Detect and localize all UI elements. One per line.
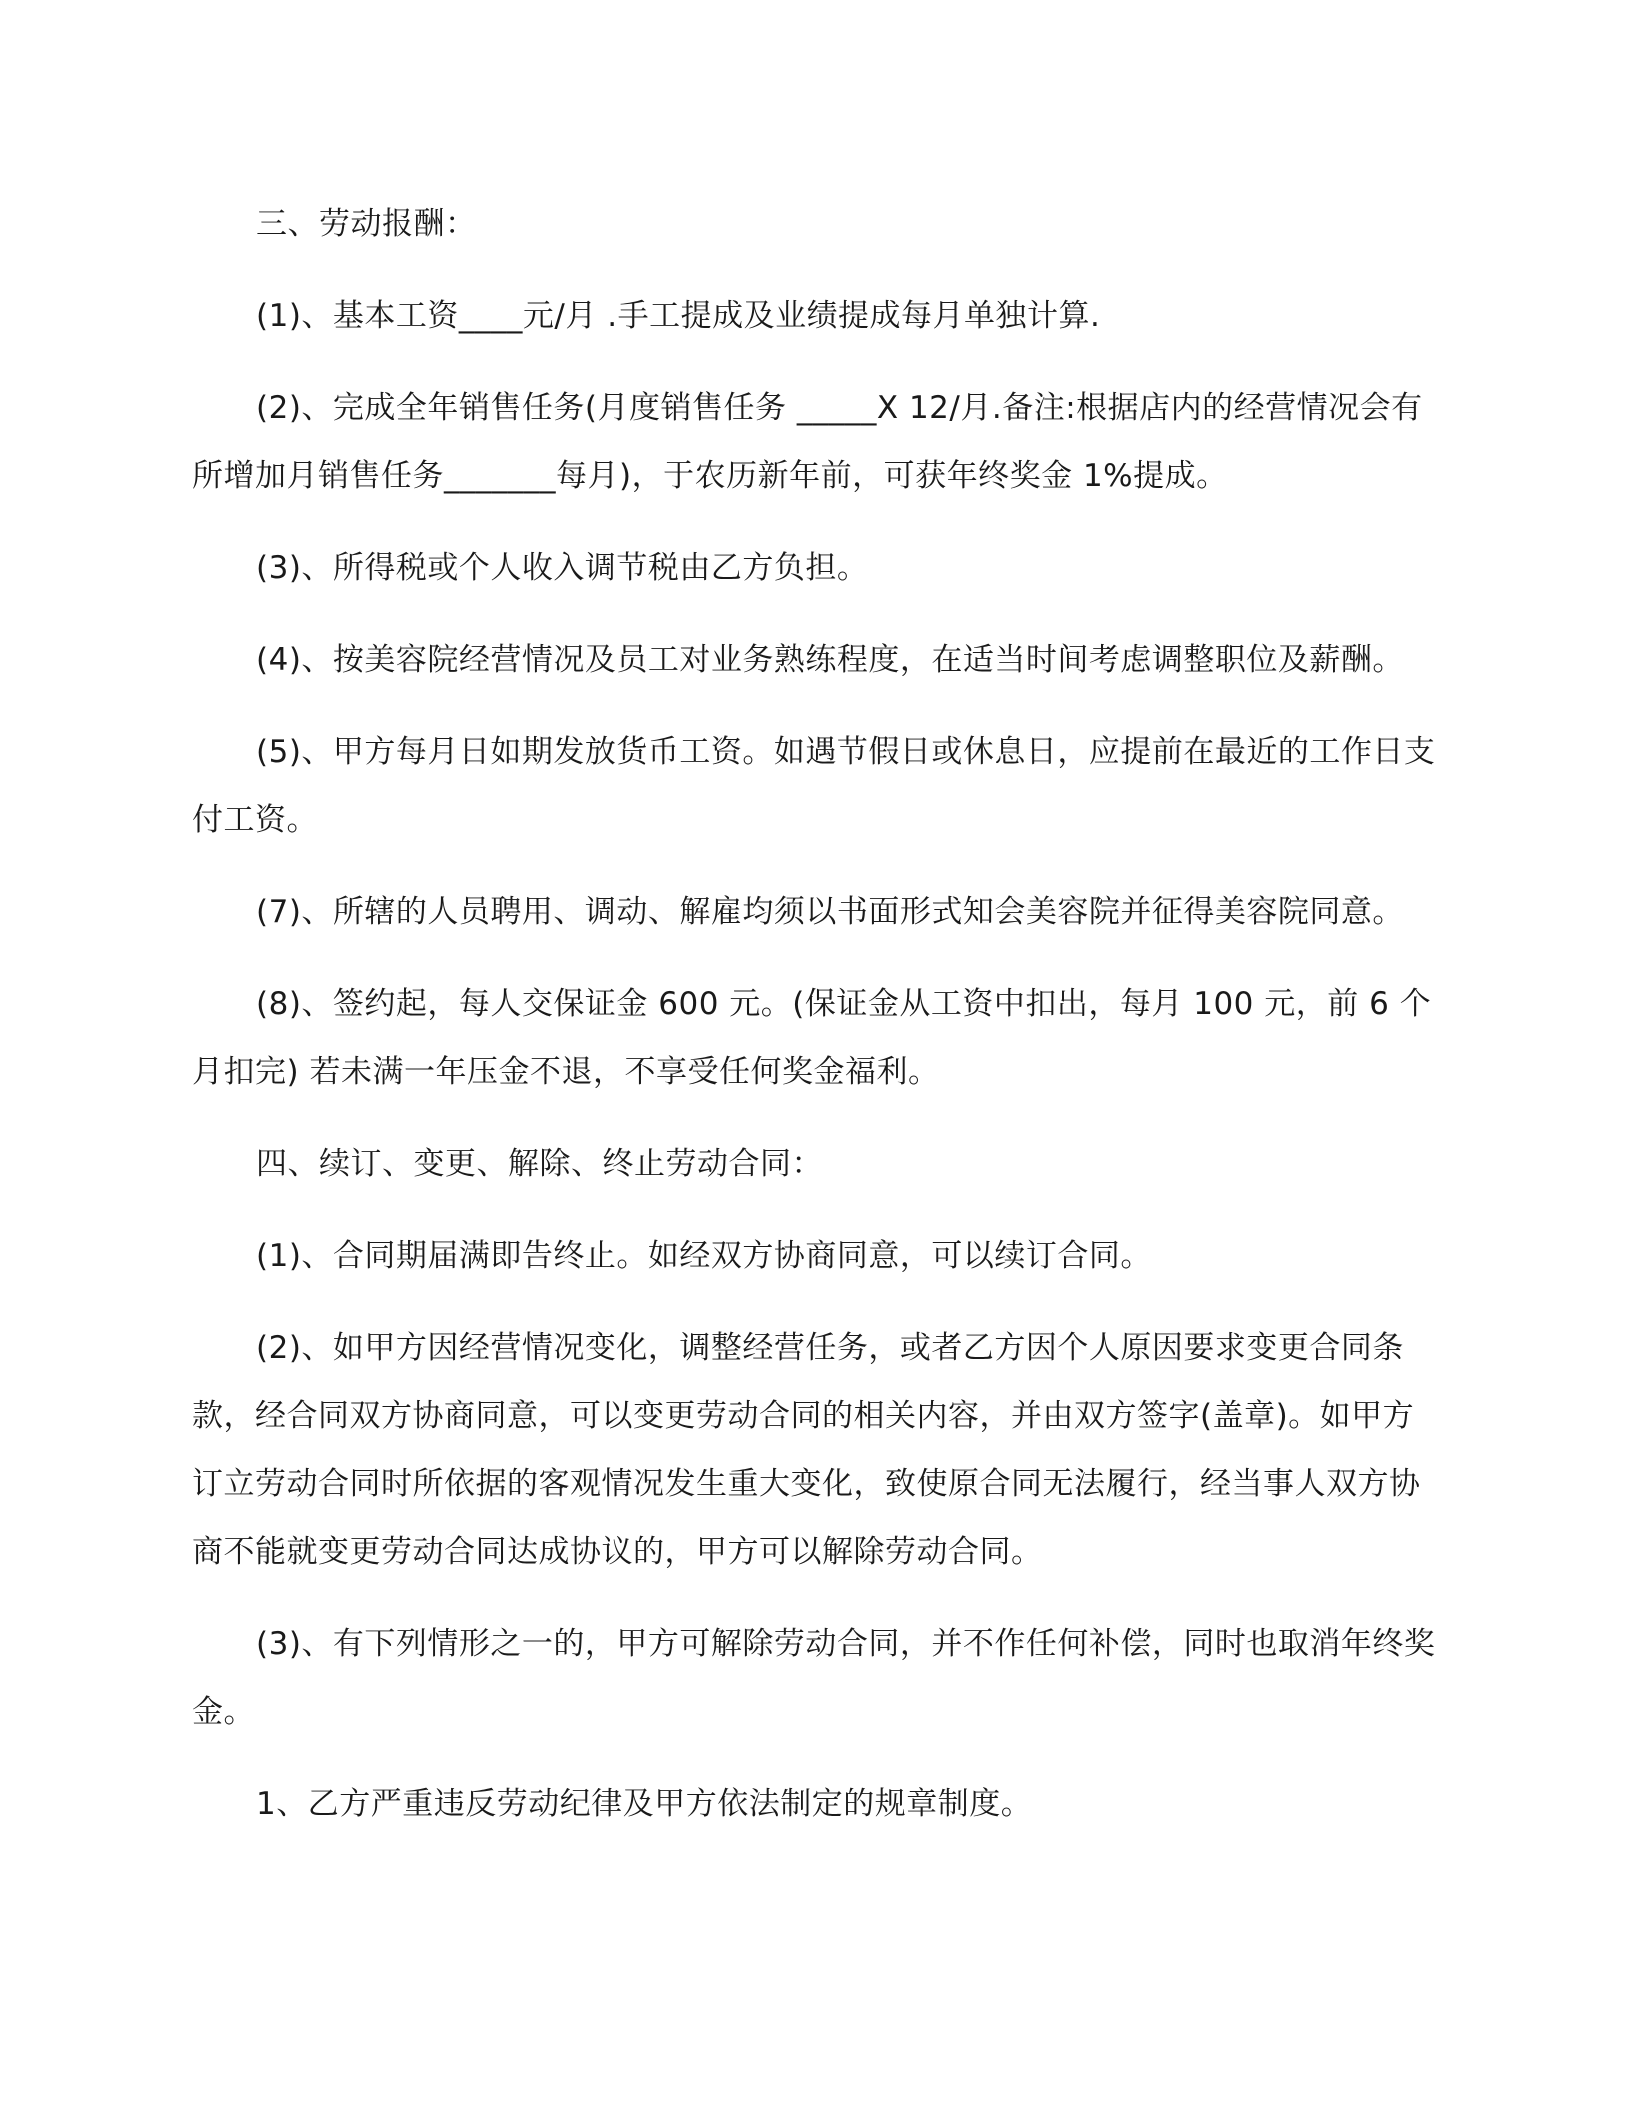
clause-staff-management: (7)、所辖的人员聘用、调动、解雇均须以书面形式知会美容院并征得美容院同意。 [256,894,1404,930]
clause-contract-expiry: (1)、合同期届满即告终止。如经双方协商同意，可以续订合同。 [256,1238,1152,1274]
clause-basic-salary: (1)、基本工资____元/月 .手工提成及业绩提成每月单独计算. [256,298,1101,334]
clause-annual-sales-target: (2)、完成全年销售任务(月度销售任务 _____X 12/月.备注:根据店内的经营情况会有所增加月销售任务_______每月)，于农历新年前，可获年终奖金 1%提成。 [192,390,1423,494]
clause-termination-conditions: (3)、有下列情形之一的，甲方可解除劳动合同，并不作任何补偿，同时也取消年终奖金。 [192,1626,1436,1730]
document-body [192,190,1442,1862]
clause-contract-modification: (2)、如甲方因经营情况变化，调整经营任务，或者乙方因个人原因要求变更合同条款，经合同双方协商同意，可以变更劳动合同的相关内容，并由双方签字(盖章)。如甲方订立劳动合同时所依据的客观情况发生重大变化，致使原合同无法履行，经当事人双方协商不能就变更劳动合同达成协议的，甲方可以解除劳动合同。 [192,1330,1421,1570]
section-heading-contract-changes: 四、续订、变更、解除、终止劳动合同： [256,1146,823,1182]
clause-income-tax: (3)、所得税或个人收入调节税由乙方负担。 [256,550,869,586]
clause-salary-adjustment: (4)、按美容院经营情况及员工对业务熟练程度，在适当时间考虑调整职位及薪酬。 [256,642,1404,678]
section-heading-remuneration: 三、劳动报酬： [256,206,477,242]
clause-payment-date: (5)、甲方每月日如期发放货币工资。如遇节假日或休息日，应提前在最近的工作日支付工资。 [192,734,1436,838]
clause-deposit: (8)、签约起，每人交保证金 600 元。(保证金从工资中扣出，每月 100 元，前 6 个月扣完) 若未满一年压金不退，不享受任何奖金福利。 [192,986,1432,1090]
clause-discipline-violation: 1、乙方严重违反劳动纪律及甲方依法制定的规章制度。 [256,1786,1033,1822]
